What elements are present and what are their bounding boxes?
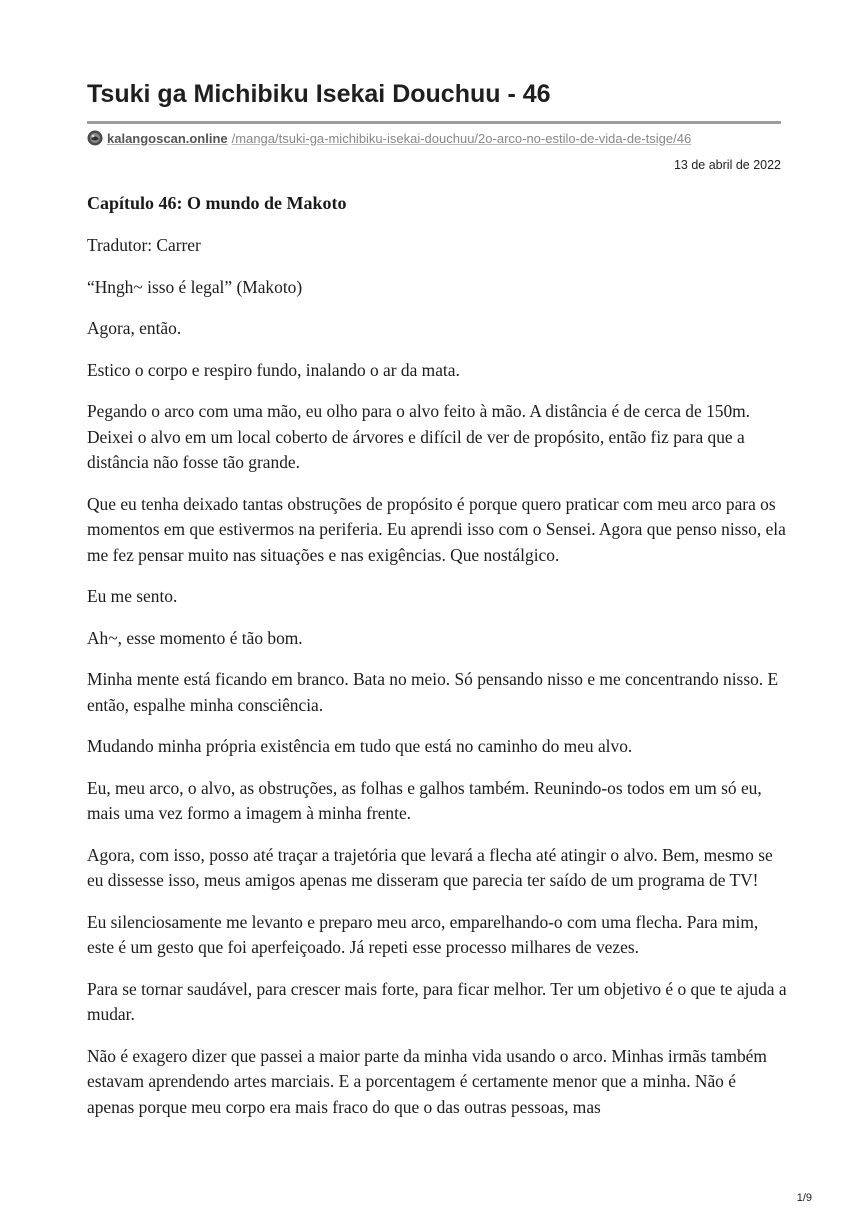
source-path[interactable]: /manga/tsuki-ga-michibiku-isekai-douchuu/2o-arco-no-estilo-de-vida-de-tsige/46 (231, 130, 692, 146)
source-domain[interactable]: kalangoscan.online (107, 130, 228, 146)
paragraph: Para se tornar saudável, para crescer mais forte, para ficar melhor. Ter um objetivo é o que te ajuda a mudar. (87, 978, 787, 1024)
publish-date: 13 de abril de 2022 (673, 158, 781, 172)
paragraph: Eu silenciosamente me levanto e preparo meu arco, emparelhando-o com uma flecha. Para mim, este é um gesto que foi aperfeiçoado. Já repeti esse processo milhares de vezes. (87, 911, 759, 957)
paragraph: Eu me sento. (87, 586, 178, 606)
title-divider (87, 121, 781, 124)
paragraph: Tradutor: Carrer (87, 235, 201, 255)
chapter-title: Capítulo 46: O mundo de Makoto (87, 193, 347, 213)
paragraph: Minha mente está ficando em branco. Bata no meio. Só pensando nisso e me concentrando nisso. E então, espalhe minha consciência. (87, 669, 779, 715)
paragraph: Não é exagero dizer que passei a maior parte da minha vida usando o arco. Minhas irmãs também estavam aprendendo artes marciais. E a porcentagem é certamente menor que a minha. Não é apenas porque meu corpo era mais fraco do que o das outras pessoas, mas (87, 1045, 767, 1117)
article-body (87, 233, 787, 1136)
paragraph: Ah~, esse momento é tão bom. (87, 627, 303, 648)
paragraph: Pegando o arco com uma mão, eu olho para o alvo feito à mão. A distância é de cerca de 150m. Deixei o alvo em um local coberto de árvores e difícil de ver de propósito, então fiz para que a distância não fosse tão grande. (87, 401, 751, 472)
source-link[interactable] (87, 129, 691, 147)
paragraph: Mudando minha própria existência em tudo que está no caminho do meu alvo. (87, 736, 633, 756)
paragraph: Agora, então. (87, 318, 182, 338)
page-indicator: 1/9 (796, 1192, 812, 1204)
paragraph: Que eu tenha deixado tantas obstruções de propósito é porque quero praticar com meu arco para os momentos em que estivermos na periferia. Eu aprendi isso com o Sensei. Agora que penso nisso, ela me fez pensar muito nas situações e nas exigências. Que nostálgico. (87, 493, 786, 565)
paragraph: Eu, meu arco, o alvo, as obstruções, as folhas e galhos também. Reunindo-os todos em um só eu, mais uma vez formo a imagem à minha frente. (87, 777, 762, 823)
paragraph: “Hngh~ isso é legal” (Makoto) (87, 276, 303, 297)
paragraph: Agora, com isso, posso até traçar a trajetória que levará a flecha até atingir o alvo. Bem, mesmo se eu dissesse isso, meus amigos apenas me disseram que parecia ter saído de um programa de TV! (87, 844, 773, 890)
page-title: Tsuki ga Michibiku Isekai Douchuu - 46 (87, 80, 551, 108)
site-favicon-icon (87, 130, 103, 146)
paragraph: Estico o corpo e respiro fundo, inalando o ar da mata. (87, 359, 460, 380)
